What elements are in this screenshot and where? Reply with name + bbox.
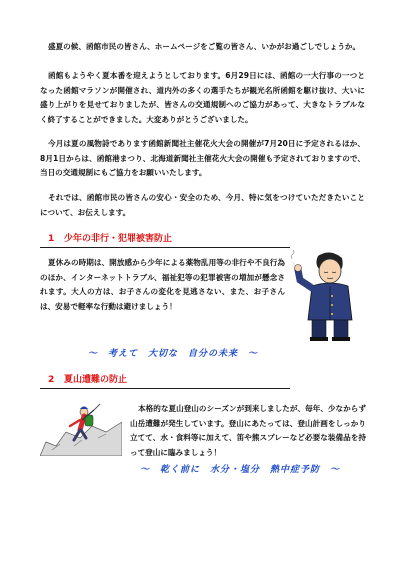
section2-heading [40, 373, 290, 389]
section2-title: 夏山遭難の防止 [64, 375, 128, 385]
boy-student-icon [290, 250, 362, 342]
section2-body: 本格的な夏山登山のシーズンが到来しましたが、毎年、少なからず山岳遭難が発生しています。登山にあたっては、登山計画をしっかり立てて、水・食料等に加えて、笛や熊スプレーなど必要な装備品を持って登山に臨みましょう！ [130, 404, 366, 457]
intro-paragraph-3: 今月は夏の風物詩であります函館新聞社主催花火大会の開催が7月20日に予定されるほか、8月1日からは、函館港まつり、北海道新聞社主催花火大会の開催も予定されておりますので、当日の交通規制にもご協力をお願いいたします。 [40, 139, 365, 177]
section2-slogan: ～ 乾く前に 水分・塩分 熱中症予防 ～ [140, 465, 341, 475]
section1-body: 夏休みの時期は、開放感から少年による薬物乱用等の非行や不良行為のほか、インターネットトラブル、福祉犯等の犯罪被害の増加が懸念されます。大人の方は、お子さんの変化を見逃さない、また、お子さんは、安易で軽率な行動は避けましょう！ [40, 258, 285, 311]
section1-slogan: ～ 考えて 大切な 自分の未来 ～ [88, 349, 259, 359]
section1-heading [40, 232, 290, 248]
intro-paragraph-4: それでは、函館市民の皆さんの安心・安全のため、今月、特に気をつけていただきたいことについて、お伝えします。 [40, 193, 365, 217]
section1-number: 1 [48, 234, 55, 244]
section1-title: 少年の非行・犯罪被害防止 [64, 234, 173, 244]
intro-paragraph-1: 盛夏の候、函館市民の皆さん、ホームページをご覧の皆さん、いかがお過ごしでしょうか。 [48, 42, 361, 51]
mountain-climber-icon [40, 402, 122, 456]
intro-paragraph-2: 函館もようやく夏本番を迎えようとしております。6月29日には、函館の一大行事の一つとなった函館マラソンが開催され、道内外の多くの選手たちが観光名所函館を駆け抜け、大いに盛り上がりを見せておりましたが、皆さんの交通規制へのご協力があって、大きなトラブルなく終了することができました。大変ありがとうございました。 [40, 71, 365, 124]
section2-number: 2 [48, 375, 55, 385]
